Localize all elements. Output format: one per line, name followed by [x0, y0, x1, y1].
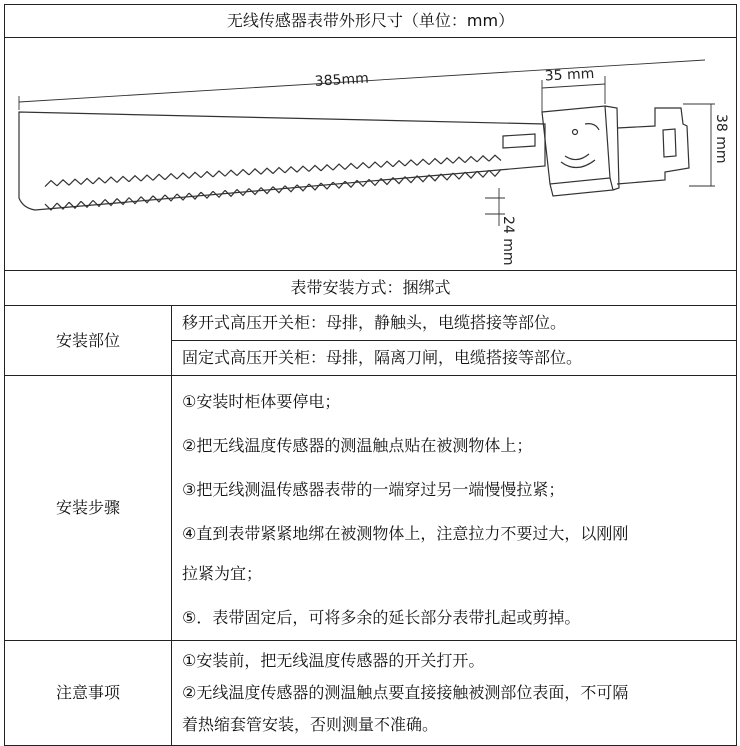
note-item: ②无线温度传感器的测温触点要直接接触被测部位表面，不可隔 [182, 683, 629, 702]
strap-teeth-top [45, 155, 501, 186]
step-item: ⑤．表带固定后，可将多余的延长部分表带扎起或剪掉。 [182, 608, 581, 627]
step-item: ②把无线温度传感器的测温触点贴在被测物体上； [182, 436, 533, 455]
steps-label: 安装步骤 [5, 376, 172, 641]
spec-table [4, 4, 737, 746]
sensor-head [542, 106, 610, 184]
notes-label: 注意事项 [5, 641, 172, 746]
note-item: ①安装前，把无线温度传感器的开关打开。 [182, 651, 485, 670]
notes-list [172, 641, 737, 746]
location-label: 安装部位 [5, 306, 172, 376]
step-item: ④直到表带紧紧地绑在被测物体上，注意拉力不要过大，以刚刚 [182, 524, 629, 543]
location-row-2: 固定式高压开关柜：母排，隔离刀闸，电缆搭接等部位。 [172, 341, 737, 376]
note-item-continued: 着热缩套管安装，否则测量不准确。 [182, 715, 439, 734]
step-item-continued: 拉紧为宜； [182, 564, 263, 583]
step-item: ①安装时柜体要停电； [182, 392, 341, 411]
dim-line-head [542, 84, 605, 88]
strap-drawing [5, 38, 735, 270]
strap-slot [503, 134, 535, 148]
dim-label-length: 385mm [314, 70, 370, 90]
table-title: 无线传感器表带外形尺寸（单位：mm） [5, 5, 737, 38]
install-method: 表带安装方式：捆绑式 [5, 271, 737, 306]
location-row-1: 移开式高压开关柜：母排，静触头，电缆搭接等部位。 [172, 306, 737, 341]
dim-label-thickness: 24 mm [500, 216, 516, 266]
strap-buckle [617, 108, 689, 184]
step-item: ③把无线测温传感器表带的一端穿过另一端慢慢拉紧； [182, 480, 565, 499]
steps-list [172, 376, 737, 641]
dim-label-height: 38 mm [713, 114, 729, 164]
dim-label-head: 35 mm [544, 65, 595, 85]
strap-dimension-figure [5, 38, 737, 271]
